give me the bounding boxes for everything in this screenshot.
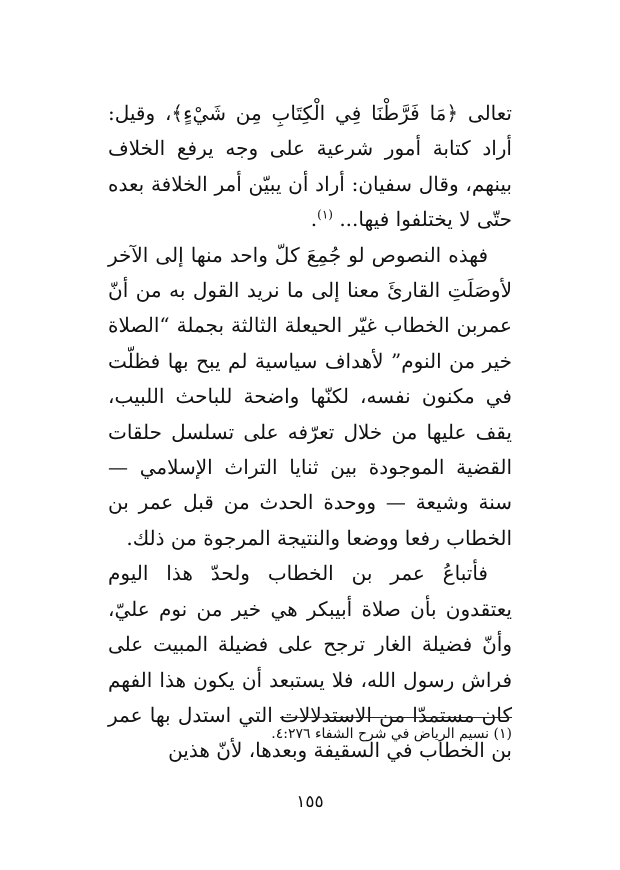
footnote-reference[interactable]: (١) <box>317 207 333 222</box>
paragraph-1 <box>108 96 512 238</box>
footnote: (١) نسيم الرياض في شرح الشفاء ٤:٢٧٦. <box>271 726 512 742</box>
main-text <box>108 96 512 769</box>
paragraph-1-text: تعالى ﴿مَا فَرَّطْنَا فِي الْكِتَابِ مِن شَيْءٍ﴾، وقيل: أراد كتابة أمور شرعية على وجه يرفع الخلاف بينهم، وقال سفيان: أراد أن يبيّن أمر الخلافة بعده حتّى لا يختلفوا فيها... <box>108 101 512 232</box>
paragraph-3: فأتباعُ عمر بن الخطاب ولحدّ هذا اليوم يعتقدون بأن صلاة أبيبكر هي خير من نوم عليّ، وأنّ فضيلة الغار ترجح على فضيلة المبيت على فراش رسول الله، فلا يستبعد أن يكون هذا الفهم كان مستمدّا من الاستدلالات التي استدل بها عمر بن الخطاب في السقيفة وبعدها، لأنّ هذين <box>108 561 512 763</box>
footnote-separator <box>280 717 512 718</box>
paragraph-2: فهذه النصوص لو جُمِعَ كلّ واحد منها إلى الآخر لأوصَلَتِ القارئَ معنا إلى ما نريد القول به من أنّ عمربن الخطاب غيّر الحيعلة الثالثة بجملة “الصلاة خير من النوم” لأهداف سياسية لم يبح بها فظلّت في مكنون نفسه، لكنّها واضحة للباحث اللبيب، يقف عليها من خلال تعرّفه على تسلسل حلقات القضية الموجودة بين ثنايا التراث الإسلامي — سنة وشيعة — ووحدة الحدث من قبل عمر بن الخطاب رفعا ووضعا والنتيجة المرجوة من ذلك. <box>108 242 512 550</box>
page-number: ١٥٥ <box>296 792 324 812</box>
paragraph-1-tail: . <box>310 207 318 232</box>
